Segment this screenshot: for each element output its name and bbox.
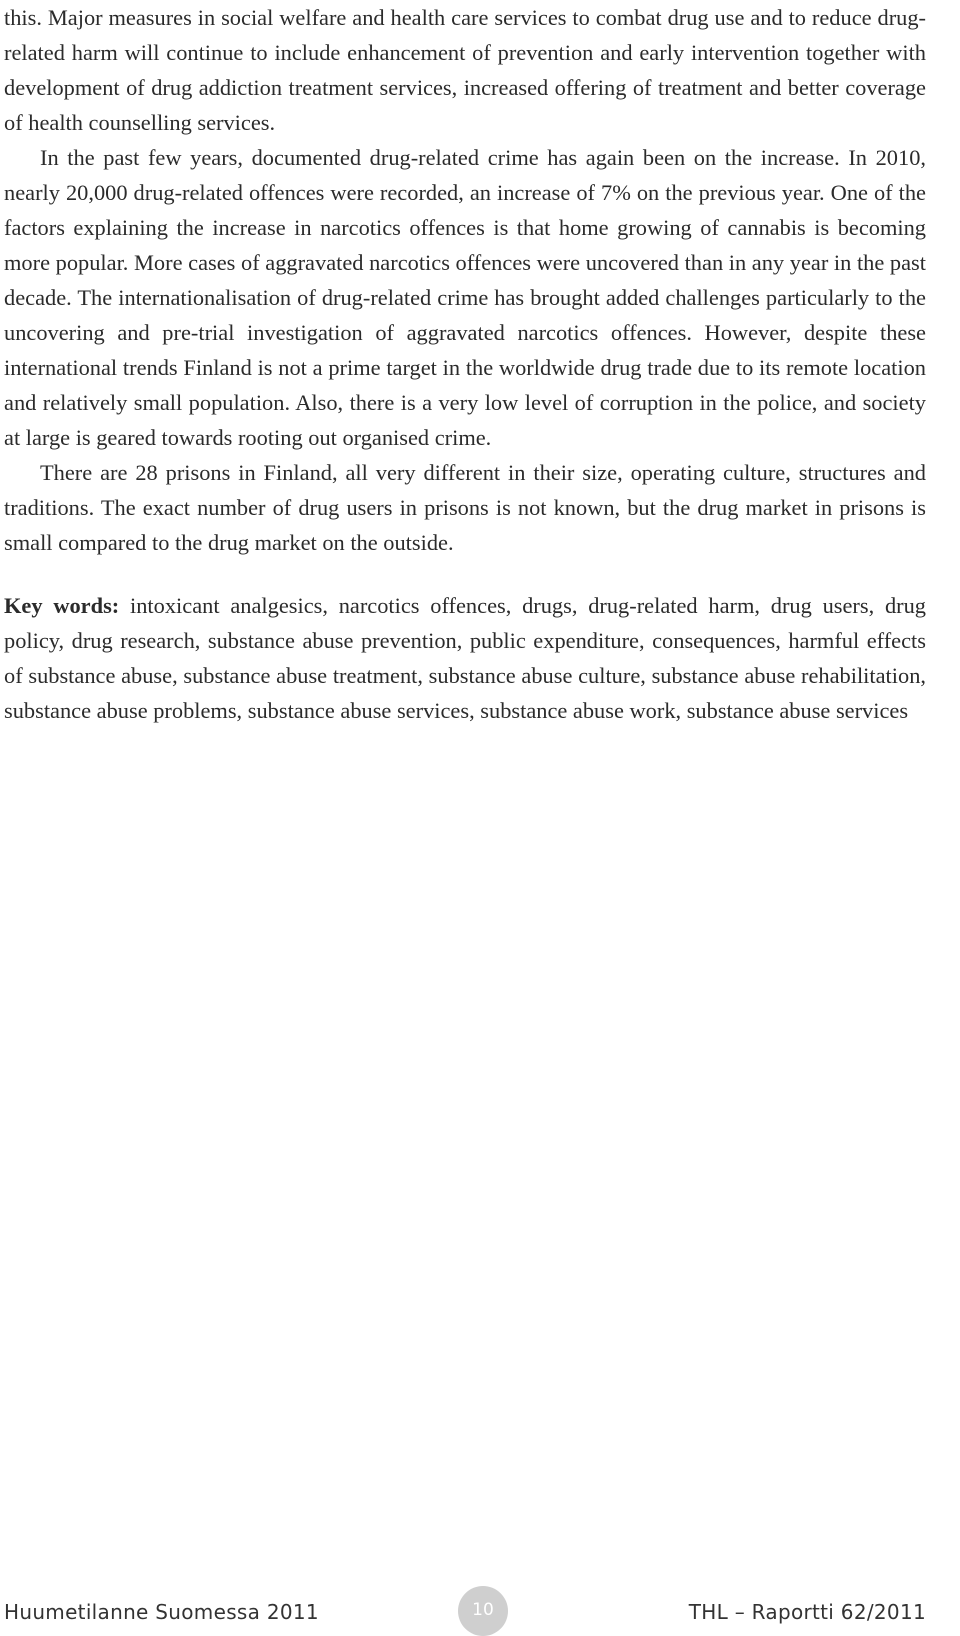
keywords-text: intoxicant analgesics, narcotics offences, drugs, drug-related harm, drug users, drug policy, drug research, substance abuse prevention, public expenditure, consequences, harmful effects of substance abuse, substance abuse treatment, substance abuse culture, substance abuse rehabilitation, substance abuse problems, substance abuse services, substance abuse work, substance abuse services (4, 593, 926, 723)
keywords-paragraph (4, 588, 926, 728)
paragraph-prisons: There are 28 prisons in Finland, all very different in their size, operating culture, structures and traditions. The exact number of drug users in prisons is not known, but the drug market in prisons is small compared to the drug market on the outside. (4, 460, 926, 555)
keywords-label: Key words: (4, 593, 120, 618)
paragraph-intro: this. Major measures in social welfare and health care services to combat drug use and to reduce drug-related harm will continue to include enhancement of prevention and early intervention together with development of drug addiction treatment services, increased offering of treatment and better coverage of health counselling services. (4, 5, 926, 135)
page-body (4, 0, 926, 728)
page-number-badge: 10 (458, 1586, 508, 1636)
footer-publication-title: Huumetilanne Suomessa 2011 (4, 1600, 319, 1624)
footer-report-id: THL – Raportti 62/2011 (688, 1600, 926, 1624)
page-footer (0, 1600, 960, 1622)
paragraph-drug-crime: In the past few years, documented drug-related crime has again been on the increase. In 2010, nearly 20,000 drug-related offences were recorded, an increase of 7% on the previous year. One of the factors explaining the increase in narcotics offences is that home growing of cannabis is becoming more popular. More cases of aggravated narcotics offences were uncovered than in any year in the past decade. The internationalisation of drug-related crime has brought added challenges particularly to the uncovering and pre-trial investigation of aggravated narcotics offences. However, despite these international trends Finland is not a prime target in the worldwide drug trade due to its remote location and relatively small population. Also, there is a very low level of corruption in the police, and society at large is geared towards rooting out organised crime. (4, 145, 926, 450)
